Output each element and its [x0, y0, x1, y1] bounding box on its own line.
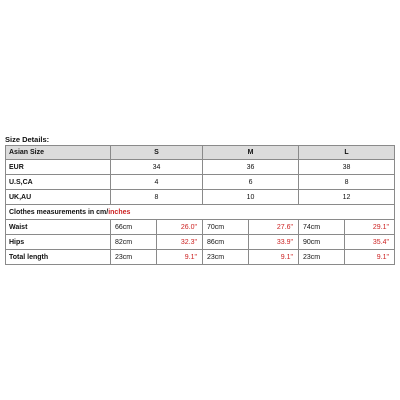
cm-cell: 86cm	[203, 235, 249, 250]
size-s-header: S	[111, 146, 203, 160]
table-row	[6, 190, 395, 205]
table-cell: 38	[299, 160, 395, 175]
table-cell: 6	[203, 175, 299, 190]
inch-cell: 35.4"	[345, 235, 395, 250]
table-row	[6, 235, 395, 250]
table-row	[6, 175, 395, 190]
measurements-title-inches: inches	[108, 208, 131, 216]
table-cell: 12	[299, 190, 395, 205]
inch-cell: 32.3"	[157, 235, 203, 250]
inch-cell: 29.1"	[345, 220, 395, 235]
cm-cell: 90cm	[299, 235, 345, 250]
size-m-header: M	[203, 146, 299, 160]
cm-cell: 70cm	[203, 220, 249, 235]
cm-cell: 66cm	[111, 220, 157, 235]
table-cell: 10	[203, 190, 299, 205]
table-cell: 8	[111, 190, 203, 205]
measurements-title-row	[6, 205, 395, 220]
table-cell: 34	[111, 160, 203, 175]
table-row	[6, 250, 395, 265]
measurements-title	[6, 205, 395, 220]
inch-cell: 26.0"	[157, 220, 203, 235]
row-label: UK,AU	[6, 190, 111, 205]
size-l-header: L	[299, 146, 395, 160]
inch-cell: 33.9"	[249, 235, 299, 250]
row-label: Hips	[6, 235, 111, 250]
measurements-title-prefix: Clothes measurements in cm/	[9, 208, 109, 216]
row-label: EUR	[6, 160, 111, 175]
table-row	[6, 160, 395, 175]
row-label: Total length	[6, 250, 111, 265]
table-cell: 8	[299, 175, 395, 190]
cm-cell: 23cm	[299, 250, 345, 265]
cm-cell: 23cm	[203, 250, 249, 265]
inch-cell: 27.6"	[249, 220, 299, 235]
table-row	[6, 220, 395, 235]
inch-cell: 9.1"	[249, 250, 299, 265]
asian-size-label: Asian Size	[6, 146, 111, 160]
inch-cell: 9.1"	[345, 250, 395, 265]
row-label: Waist	[6, 220, 111, 235]
size-chart-table	[5, 145, 395, 265]
row-label: U.S,CA	[6, 175, 111, 190]
cm-cell: 23cm	[111, 250, 157, 265]
size-details-title: Size Details:	[5, 135, 50, 144]
size-header-row	[6, 146, 395, 160]
table-cell: 36	[203, 160, 299, 175]
cm-cell: 82cm	[111, 235, 157, 250]
inch-cell: 9.1"	[157, 250, 203, 265]
cm-cell: 74cm	[299, 220, 345, 235]
table-cell: 4	[111, 175, 203, 190]
